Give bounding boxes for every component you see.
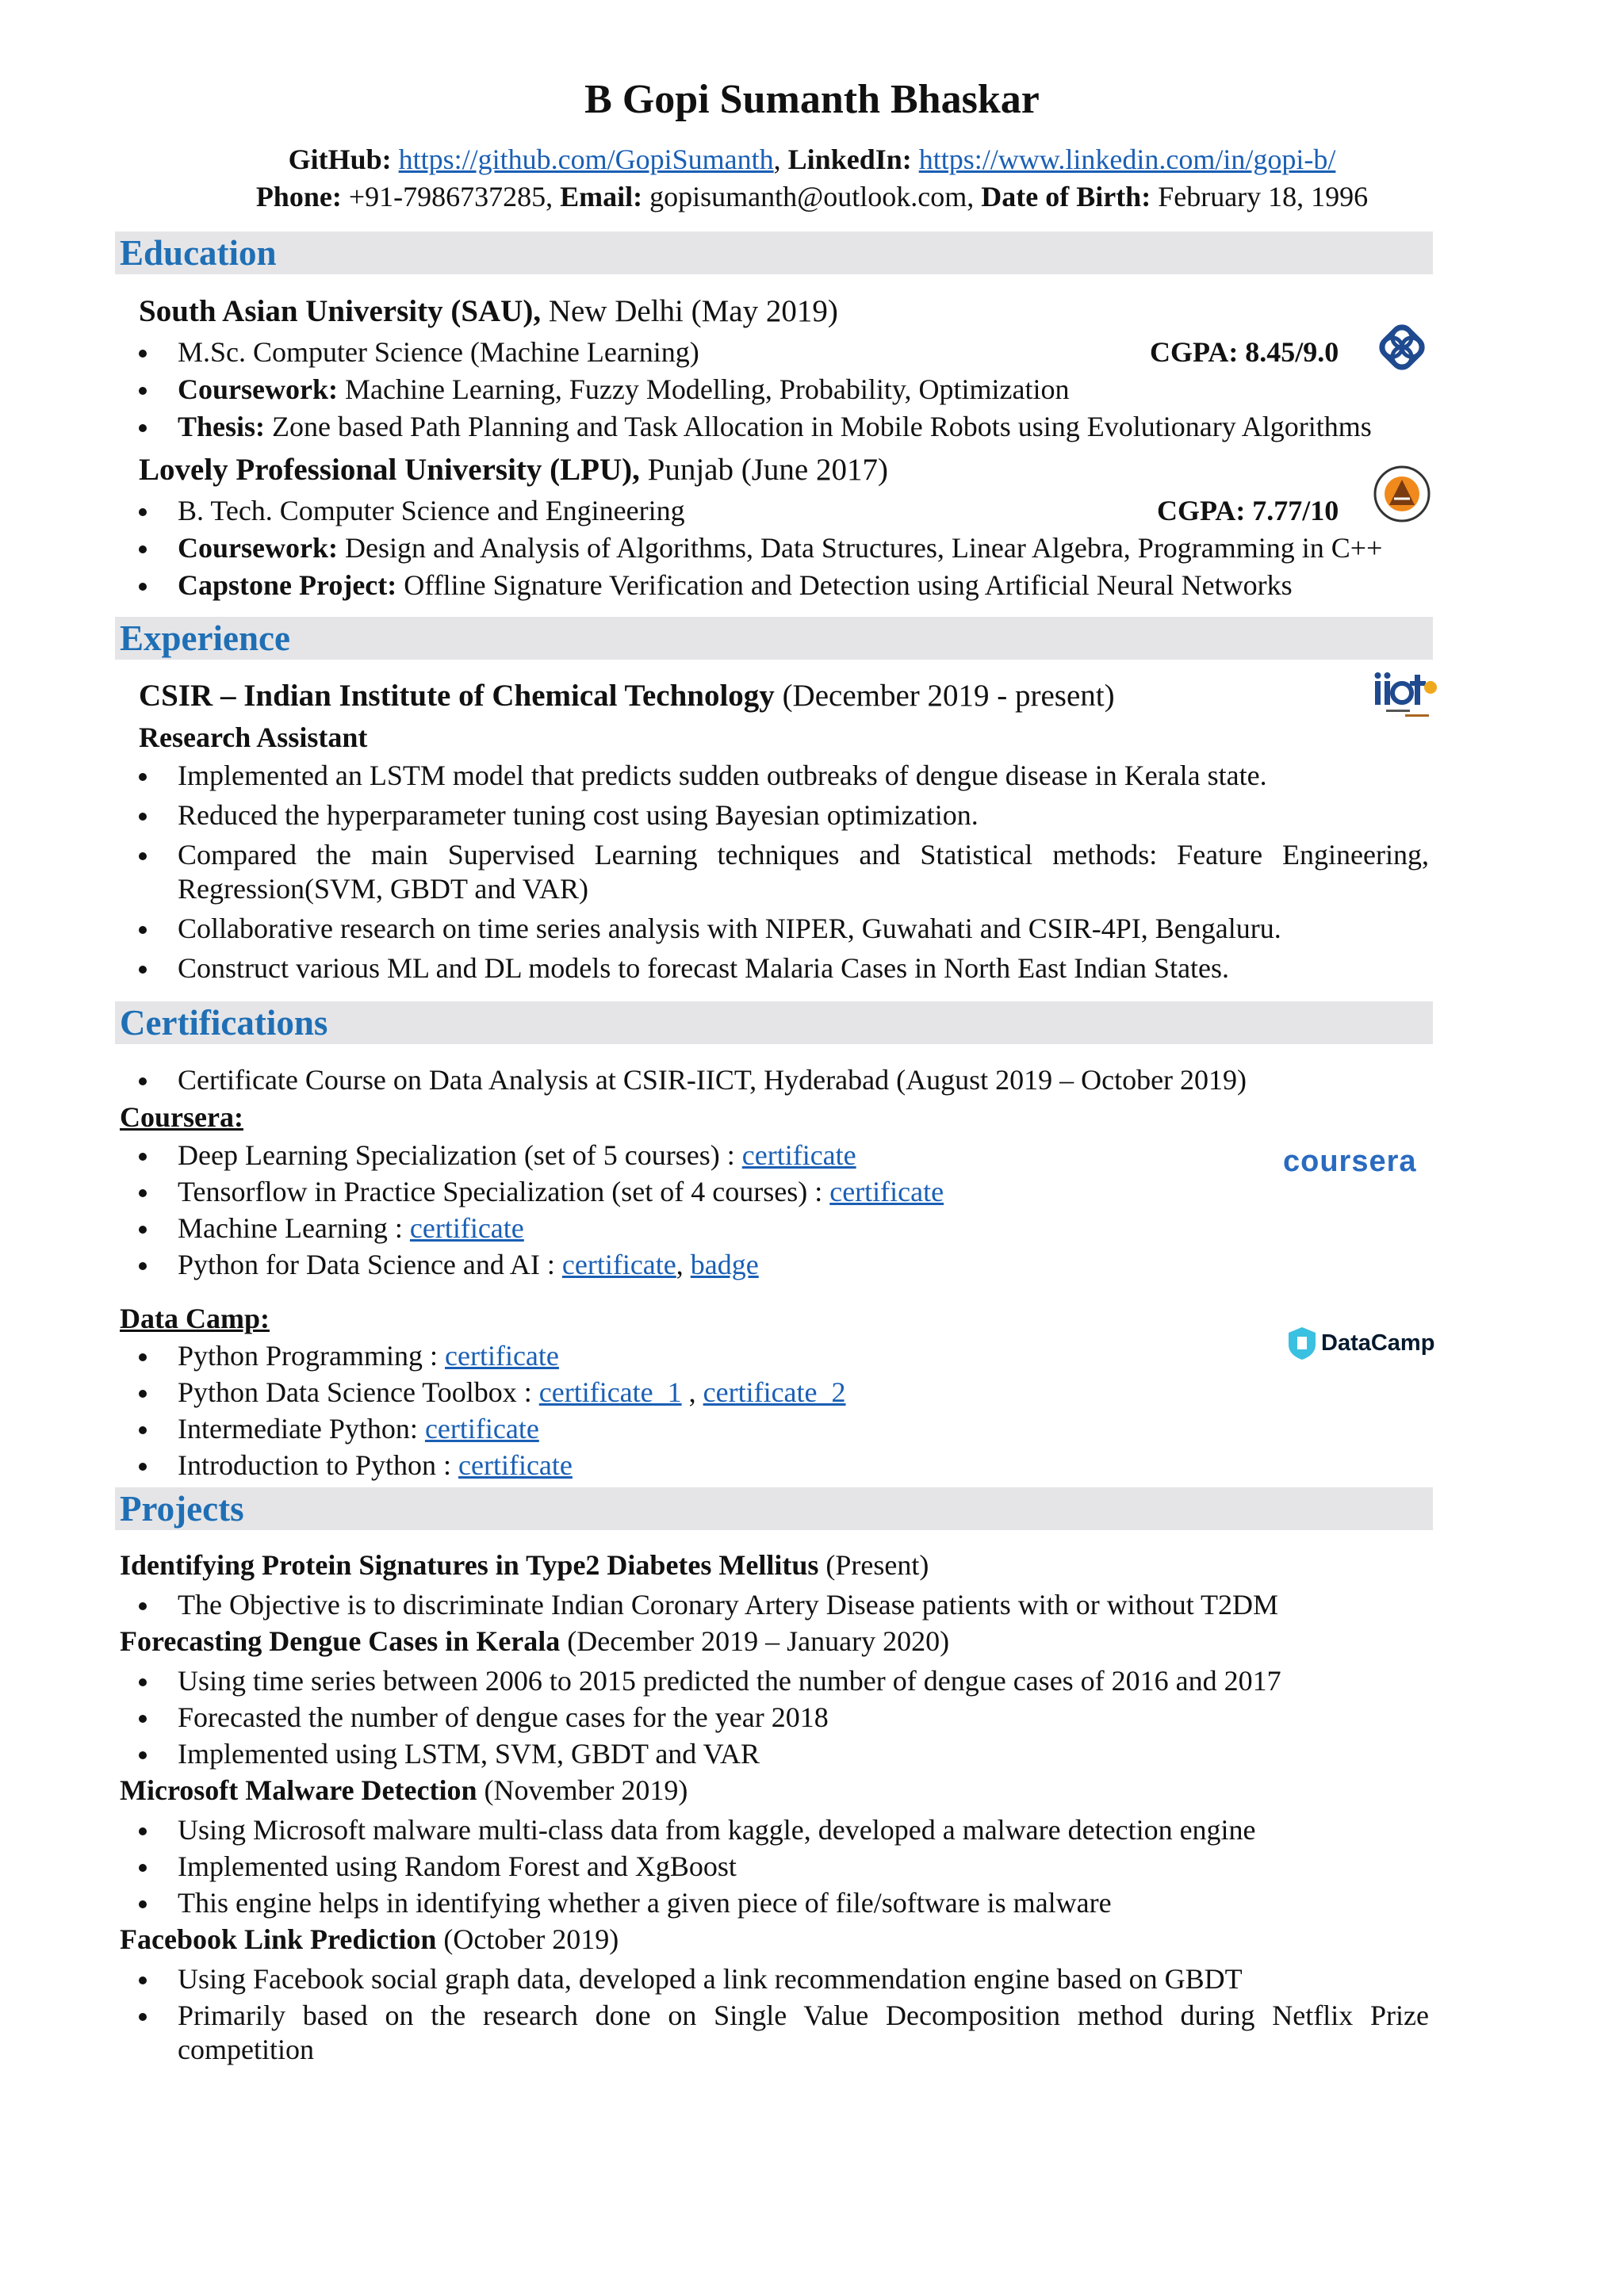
bullet <box>139 1715 147 1723</box>
experience-org: CSIR – Indian Institute of Chemical Technology <box>139 679 775 713</box>
bullet <box>139 508 147 516</box>
github-link[interactable]: https://github.com/GopiSumanth <box>398 144 774 175</box>
experience-item: Collaborative research on time series analysis with NIPER, Guwahati and CSIR-4PI, Bengaluru. <box>178 913 1281 944</box>
lpu-logo-icon <box>1372 464 1432 524</box>
iict-logo-icon <box>1370 670 1442 721</box>
bullet <box>139 1976 147 1984</box>
project-date: (Present) <box>818 1549 929 1581</box>
bullet <box>139 852 147 860</box>
dob-value: February 18, 1996 <box>1158 181 1369 212</box>
thesis-label: Thesis: <box>178 411 266 442</box>
project-item: Using Facebook social graph data, developed a link recommendation engine based on GBDT <box>178 1963 1243 1995</box>
datacamp-item <box>178 1448 573 1482</box>
datacamp-item <box>178 1339 559 1372</box>
bullet <box>139 1077 147 1085</box>
project-heading <box>120 1774 688 1807</box>
datacamp-item-text: Python Data Science Toolbox : <box>178 1376 539 1408</box>
datacamp-item <box>178 1412 539 1445</box>
project-item: Implemented using LSTM, SVM, GBDT and VAR <box>178 1738 760 1770</box>
experience-item: Compared the main Supervised Learning techniques and Statistical methods: Feature Engineering, <box>178 839 1429 871</box>
thesis-text: Zone based Path Planning and Task Allocation in Mobile Robots using Evolutionary Algorithms <box>265 411 1372 442</box>
project-date: (December 2019 – January 2020) <box>560 1625 950 1657</box>
bullet <box>139 2013 147 2021</box>
contact-line-1: GitHub: https://github.com/GopiSumanth, LinkedIn: https://www.linkedin.com/in/gopi-b/ <box>288 144 1336 175</box>
certificate-link[interactable]: certificate <box>458 1449 573 1481</box>
lpu-degree: B. Tech. Computer Science and Engineering <box>178 495 685 526</box>
email-label: Email: <box>560 181 643 212</box>
certificate-link[interactable]: certificate <box>424 1413 539 1445</box>
candidate-name: B Gopi Sumanth Bhaskar <box>584 77 1040 122</box>
project-item: Using Microsoft malware multi-class data from kaggle, developed a malware detection engine <box>178 1814 1256 1846</box>
project-heading <box>120 1923 619 1956</box>
bullet <box>139 583 147 591</box>
bullet <box>139 387 147 395</box>
section-certifications: Certifications <box>115 1001 1433 1044</box>
lpu-cgpa: CGPA: 7.77/10 <box>1157 495 1339 526</box>
bullet <box>139 1353 147 1361</box>
phone-value: +91-7986737285, <box>348 181 553 212</box>
contact-line-2 <box>0 180 1624 213</box>
bullet <box>139 1426 147 1434</box>
sau-heading <box>139 295 838 328</box>
bullet <box>139 773 147 781</box>
phone-label: Phone: <box>255 181 342 212</box>
certificate-link[interactable]: certificate <box>829 1176 944 1207</box>
section-projects: Projects <box>115 1487 1433 1530</box>
sau-degree: M.Sc. Computer Science (Machine Learning) <box>178 336 699 368</box>
project-title: Facebook Link Prediction <box>120 1923 437 1955</box>
coursera-logo: coursera <box>1283 1145 1417 1178</box>
bullet <box>139 1226 147 1234</box>
bullet <box>139 350 147 358</box>
coursera-item-text: Tensorflow in Practice Specialization (set of 4 courses) : <box>178 1176 830 1207</box>
datacamp-item-text: Introduction to Python : <box>178 1449 458 1481</box>
sau-name: South Asian University (SAU), <box>139 294 542 328</box>
bullet <box>139 1751 147 1759</box>
certificate-link[interactable]: certificate <box>445 1340 559 1372</box>
bullet <box>139 966 147 974</box>
coursera-item <box>178 1175 944 1208</box>
project-date: (November 2019) <box>477 1774 688 1806</box>
coursera-item-text: Deep Learning Specialization (set of 5 courses) : <box>178 1139 742 1171</box>
bullet <box>139 1827 147 1835</box>
sau-location: New Delhi (May 2019) <box>541 294 838 328</box>
certificate-link[interactable]: certificate_2 <box>703 1376 846 1408</box>
dob-label: Date of Birth: <box>981 181 1151 212</box>
lpu-capstone <box>178 568 1293 602</box>
section-education: Education <box>115 232 1433 274</box>
experience-item: Construct various ML and DL models to forecast Malaria Cases in North East Indian States. <box>178 952 1230 984</box>
project-heading <box>120 1548 929 1582</box>
coursework-label: Coursework: <box>178 373 338 405</box>
datacamp-item <box>178 1376 846 1409</box>
bullet <box>139 1678 147 1686</box>
coursera-item <box>178 1138 856 1172</box>
capstone-label: Capstone Project: <box>178 569 397 601</box>
bullet <box>139 926 147 934</box>
sau-thesis <box>178 410 1372 443</box>
experience-dates: (December 2019 - present) <box>774 679 1115 713</box>
linkedin-label: LinkedIn: <box>787 144 912 175</box>
certificate-link[interactable]: certificate <box>561 1249 676 1280</box>
separator: , <box>676 1249 691 1280</box>
bullet <box>139 1390 147 1398</box>
certificate-link[interactable]: certificate <box>741 1139 856 1171</box>
project-item-continued: competition <box>178 2034 314 2065</box>
coursera-item-text: Machine Learning : <box>178 1212 410 1244</box>
bullet <box>139 1463 147 1471</box>
sau-coursework <box>178 373 1069 406</box>
project-item: Implemented using Random Forest and XgBoost <box>178 1850 737 1882</box>
coursera-item <box>178 1211 524 1245</box>
project-heading <box>120 1624 949 1658</box>
bullet <box>139 1602 147 1610</box>
coursework-label: Coursework: <box>178 532 338 564</box>
project-date: (October 2019) <box>436 1923 619 1955</box>
project-title: Identifying Protein Signatures in Type2 Diabetes Mellitus <box>120 1549 819 1581</box>
github-label: GitHub: <box>288 144 392 175</box>
sau-logo-icon <box>1372 317 1432 377</box>
datacamp-shield-icon <box>1286 1326 1318 1360</box>
coursera-item-text: Python for Data Science and AI : <box>178 1249 562 1280</box>
experience-item: Reduced the hyperparameter tuning cost using Bayesian optimization. <box>178 799 979 831</box>
coursera-item <box>178 1248 759 1281</box>
experience-item: Implemented an LSTM model that predicts sudden outbreaks of dengue disease in Kerala state. <box>178 760 1267 791</box>
datacamp-label: Data Camp: <box>120 1303 270 1334</box>
bullet <box>139 1153 147 1161</box>
bullet <box>139 1189 147 1197</box>
linkedin-link[interactable]: https://www.linkedin.com/in/gopi-b/ <box>918 144 1336 175</box>
certificate-course: Certificate Course on Data Analysis at CSIR-IICT, Hyderabad (August 2019 – October 2019) <box>178 1064 1247 1096</box>
bullet <box>139 813 147 821</box>
project-item: Using time series between 2006 to 2015 predicted the number of dengue cases of 2016 and 2017 <box>178 1665 1281 1697</box>
coursework-text: Design and Analysis of Algorithms, Data Structures, Linear Algebra, Programming in C++ <box>337 532 1383 564</box>
datacamp-item-text: Python Programming : <box>178 1340 446 1372</box>
datacamp-logo <box>1286 1326 1434 1360</box>
lpu-heading <box>139 453 888 487</box>
project-item: Forecasted the number of dengue cases for the year 2018 <box>178 1701 829 1733</box>
project-item: The Objective is to discriminate Indian Coronary Artery Disease patients with or without T2DM <box>178 1589 1279 1621</box>
bullet <box>139 1900 147 1908</box>
bullet <box>139 424 147 432</box>
project-item: This engine helps in identifying whether a given piece of file/software is malware <box>178 1887 1112 1919</box>
lpu-name: Lovely Professional University (LPU), <box>139 453 640 487</box>
experience-role: Research Assistant <box>139 721 368 753</box>
project-item: Primarily based on the research done on Single Value Decomposition method during Netflix Prize <box>178 1999 1429 2031</box>
coursework-text: Machine Learning, Fuzzy Modelling, Probability, Optimization <box>337 373 1070 405</box>
email-value: gopisumanth@outlook.com, <box>649 181 975 212</box>
certificate-link[interactable]: certificate <box>409 1212 524 1244</box>
lpu-coursework <box>178 531 1382 564</box>
project-title: Forecasting Dengue Cases in Kerala <box>120 1625 561 1657</box>
datacamp-logo-text: DataCamp <box>1321 1330 1435 1356</box>
project-title: Microsoft Malware Detection <box>120 1774 477 1806</box>
badge-link[interactable]: badge <box>690 1249 759 1280</box>
bullet <box>139 1262 147 1270</box>
certificate-link[interactable]: certificate_1 <box>538 1376 682 1408</box>
lpu-location: Punjab (June 2017) <box>639 453 888 487</box>
coursera-label: Coursera: <box>120 1101 243 1133</box>
experience-heading <box>139 679 1115 713</box>
separator: , <box>681 1376 703 1408</box>
experience-item-continued: Regression(SVM, GBDT and VAR) <box>178 873 589 905</box>
section-experience: Experience <box>115 617 1433 660</box>
sau-cgpa: CGPA: 8.45/9.0 <box>1150 336 1339 368</box>
bullet <box>139 545 147 553</box>
bullet <box>139 1864 147 1872</box>
capstone-text: Offline Signature Verification and Detection using Artificial Neural Networks <box>396 569 1293 601</box>
datacamp-item-text: Intermediate Python: <box>178 1413 425 1445</box>
